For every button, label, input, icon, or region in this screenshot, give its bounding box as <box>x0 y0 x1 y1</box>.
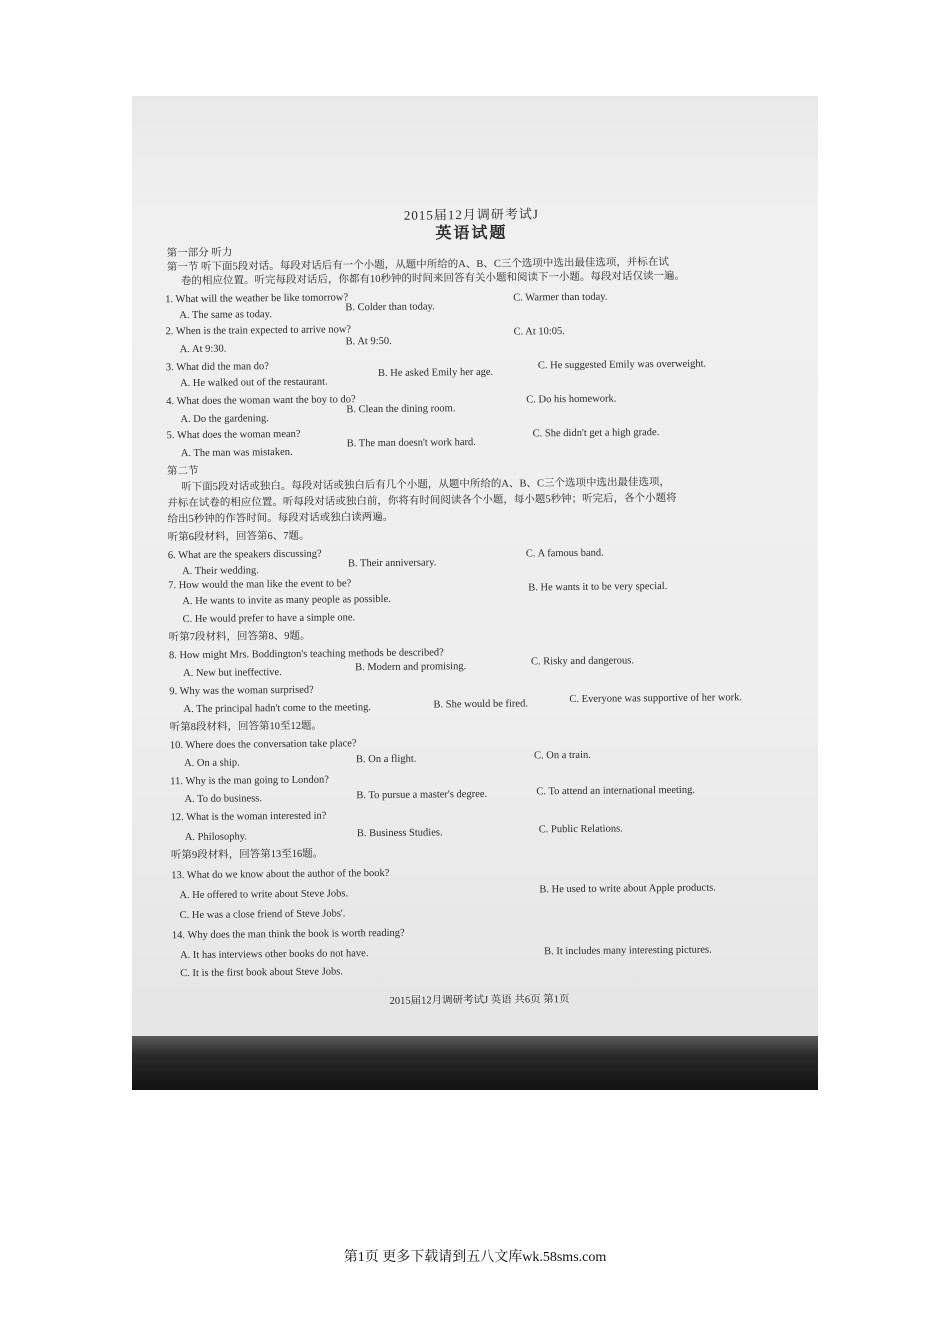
q9-option-b: B. She would be fired. <box>433 698 529 711</box>
question-14: 14. Why does the man think the book is worth reading? <box>171 927 405 942</box>
q11-option-a: A. To do business. <box>184 793 263 806</box>
q7-option-b: B. He wants it to be very special. <box>528 580 668 594</box>
question-12: 12. What is the woman interested in? <box>170 810 327 824</box>
q7-option-c: C. He would prefer to have a simple one. <box>182 612 356 626</box>
question-5: 5. What does the woman mean? <box>166 428 301 442</box>
question-8: 8. How might Mrs. Boddington's teaching methods be described? <box>168 647 444 662</box>
question-4: 4. What does the woman want the boy to do? <box>166 394 356 408</box>
question-7: 7. How would the man like the event to be? <box>168 578 352 592</box>
q2-option-a: A. At 9:30. <box>179 343 227 356</box>
section2-instructions-2: 并标在试卷的相应位置。听每段对话或独白前，你将有时间阅读各个小题，每小题5秒钟；听完后，各个小题将 <box>167 492 677 510</box>
q5-option-a: A. The man was mistaken. <box>180 446 293 460</box>
q14-option-c: C. It is the first book about Steve Jobs. <box>180 966 344 980</box>
q3-option-a: A. He walked out of the restaurant. <box>180 376 328 390</box>
q6-option-a: A. Their wedding. <box>181 565 259 578</box>
q10-option-a: A. On a ship. <box>183 757 240 770</box>
q4-option-c: C. Do his homework. <box>526 393 617 406</box>
q12-option-a: A. Philosophy. <box>184 831 247 844</box>
q10-option-c: C. On a train. <box>533 749 591 762</box>
q11-option-c: C. To attend an international meeting. <box>536 784 695 798</box>
exam-subtitle: 英语试题 <box>435 224 508 243</box>
sheet-footer: 2015届12月调研考试J 英语 共6页 第1页 <box>389 994 570 1007</box>
q3-option-c: C. He suggested Emily was overweight. <box>537 358 707 372</box>
q10-option-b: B. On a flight. <box>355 753 417 766</box>
section1-instructions-2: 卷的相应位置。听完每段对话后，你都有10秒钟的时间来回答有关小题和阅读下一小题。每段对话仅读一遍。 <box>180 270 686 288</box>
q1-option-a: A. The same as today. <box>179 309 272 322</box>
question-10: 10. Where does the conversation take place? <box>169 738 357 752</box>
q8-option-a: A. New but ineffective. <box>183 667 282 680</box>
question-9: 9. Why was the woman surprised? <box>169 684 314 698</box>
q5-option-c: C. She didn't get a high grade. <box>532 427 660 440</box>
exam-title: 2015届12月调研考试J <box>403 206 539 223</box>
q9-option-a: A. The principal hadn't come to the meeting. <box>183 702 371 716</box>
q2-option-c: C. At 10:05. <box>513 326 565 338</box>
question-3: 3. What did the man do? <box>165 361 269 374</box>
q3-option-b: B. He asked Emily her age. <box>377 366 494 380</box>
q12-option-c: C. Public Relations. <box>538 823 623 836</box>
section1-instructions-1: 第一节 听下面5段对话。每段对话后有一个小题，从题中所给的A、B、C三个选项中选出最佳选项，并标在试 <box>166 256 669 274</box>
q14-option-b: B. It includes many interesting pictures. <box>543 944 712 958</box>
q11-option-b: B. To pursue a master's degree. <box>356 788 488 802</box>
q13-option-a: A. He offered to write about Steve Jobs. <box>179 888 349 902</box>
q4-option-b: B. Clean the dining room. <box>346 403 456 416</box>
q1-option-b: B. Colder than today. <box>345 301 435 314</box>
q2-option-b: B. At 9:50. <box>345 335 392 348</box>
q6-option-c: C. A famous band. <box>525 547 604 560</box>
material-7: 听第7段材料，回答第8、9题。 <box>168 630 311 644</box>
section2-heading: 第二节 <box>166 465 199 478</box>
page-footer: 第1页 更多下载请到五八文库wk.58sms.com <box>343 1250 607 1265</box>
q6-option-b: B. Their anniversary. <box>347 557 437 570</box>
question-6: 6. What are the speakers discussing? <box>167 548 322 562</box>
q8-option-c: C. Risky and dangerous. <box>530 655 635 668</box>
q5-option-b: B. The man doesn't work hard. <box>346 436 476 450</box>
question-11: 11. Why is the man going to London? <box>170 774 329 788</box>
question-13: 13. What do we know about the author of the book? <box>171 867 390 882</box>
q13-option-b: B. He used to write about Apple products. <box>539 882 716 896</box>
part1-heading: 第一部分 听力 <box>166 247 233 260</box>
exam-sheet <box>132 96 818 1040</box>
question-2: 2. When is the train expected to arrive now? <box>165 324 352 338</box>
section2-instructions-3: 给出5秒钟的作答时间。每段对话或独白读两遍。 <box>167 511 394 526</box>
q1-option-c: C. Warmer than today. <box>513 291 608 304</box>
exam-photo <box>132 96 818 1090</box>
question-1: 1. What will the weather be like tomorrow? <box>165 292 349 306</box>
material-9: 听第9段材料，回答第13至16题。 <box>170 848 324 862</box>
q8-option-b: B. Modern and promising. <box>355 661 467 674</box>
q9-option-c: C. Everyone was supportive of her work. <box>569 692 743 706</box>
q14-option-a: A. It has interviews other books do not have. <box>180 948 369 962</box>
q4-option-a: A. Do the gardening. <box>180 413 269 426</box>
q13-option-c: C. He was a close friend of Steve Jobs'. <box>179 908 346 922</box>
material-6: 听第6段材料，回答第6、7题。 <box>167 530 310 544</box>
photo-shadow <box>132 1036 818 1090</box>
material-8: 听第8段材料，回答第10至12题。 <box>169 720 322 734</box>
q12-option-b: B. Business Studies. <box>356 827 443 840</box>
section2-instructions-1: 听下面5段对话或独白。每段对话或独白后有几个小题，从题中所给的A、B、C三个选项中选出最佳选项， <box>181 476 671 494</box>
q7-option-a: A. He wants to invite as many people as possible. <box>182 593 391 608</box>
